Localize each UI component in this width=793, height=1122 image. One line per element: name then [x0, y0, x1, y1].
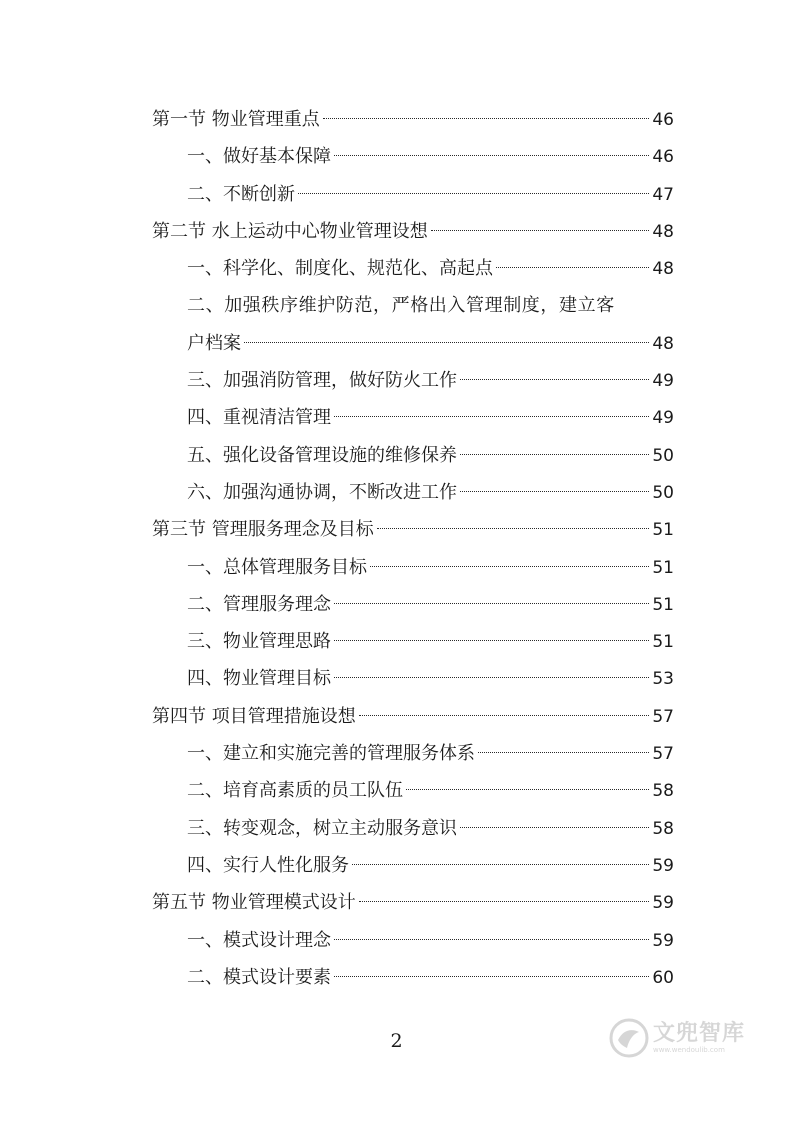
- dot-leader: [359, 715, 650, 716]
- dot-leader: [460, 379, 649, 380]
- dot-leader: [478, 752, 649, 753]
- toc-entry-label: 四、重视清洁管理: [187, 407, 331, 429]
- toc-entry-label: 二、不断创新: [187, 183, 295, 205]
- toc-page-number: 57: [652, 706, 674, 727]
- dot-leader: [460, 454, 649, 455]
- toc-entry-label: 六、加强沟通协调，不断改进工作: [187, 481, 457, 503]
- toc-entry-label: 一、科学化、制度化、规范化、高起点: [187, 258, 493, 280]
- table-of-contents: [152, 101, 674, 996]
- dot-leader: [334, 640, 649, 641]
- toc-item[interactable]: [152, 623, 674, 660]
- toc-page-number: 50: [652, 482, 674, 503]
- toc-section-5[interactable]: [152, 884, 674, 921]
- toc-page-number: 51: [652, 557, 674, 578]
- toc-page-number: 57: [652, 744, 674, 765]
- dot-leader: [334, 155, 649, 156]
- toc-item[interactable]: [152, 474, 674, 511]
- watermark-brand: 文兜智库: [652, 1020, 745, 1046]
- toc-page-number: 48: [652, 333, 674, 354]
- dot-leader: [406, 789, 649, 790]
- toc-section-1[interactable]: [152, 101, 674, 138]
- toc-entry-label-line2: 户档案: [187, 332, 241, 354]
- toc-entry-label: 二、模式设计要素: [187, 966, 331, 988]
- toc-item[interactable]: [152, 250, 674, 287]
- toc-entry-label: 第一节 物业管理重点: [152, 109, 320, 130]
- dot-leader: [298, 193, 649, 194]
- toc-entry-label: 三、加强消防管理，做好防火工作: [187, 370, 457, 392]
- dot-leader: [334, 976, 649, 977]
- toc-page-number: 58: [652, 818, 674, 839]
- toc-page-number: 51: [652, 594, 674, 615]
- dot-leader: [377, 528, 650, 529]
- toc-page-number: 46: [652, 110, 674, 130]
- toc-entry-label: 二、管理服务理念: [187, 593, 331, 615]
- toc-item[interactable]: [152, 922, 674, 959]
- toc-item[interactable]: [152, 549, 674, 586]
- toc-entry-label: 四、实行人性化服务: [187, 854, 349, 876]
- dot-leader: [323, 118, 650, 119]
- toc-item[interactable]: [152, 959, 674, 996]
- toc-item[interactable]: [152, 735, 674, 772]
- toc-entry-label: 第五节 物业管理模式设计: [152, 892, 356, 914]
- page-number: 2: [390, 1030, 403, 1052]
- toc-item[interactable]: [152, 586, 674, 623]
- toc-page-number: 49: [652, 371, 674, 392]
- toc-entry-label: 第三节 管理服务理念及目标: [152, 519, 374, 541]
- toc-section-4[interactable]: [152, 698, 674, 735]
- dot-leader: [334, 939, 649, 940]
- toc-item[interactable]: [152, 810, 674, 847]
- toc-page-number: 58: [652, 781, 674, 802]
- dot-leader: [352, 864, 649, 865]
- toc-entry-label: 二、培育高素质的员工队伍: [187, 780, 403, 802]
- toc-page-number: 48: [652, 259, 674, 280]
- toc-entry-label: 三、转变观念，树立主动服务意识: [187, 817, 457, 839]
- toc-page-number: 53: [652, 669, 674, 690]
- toc-item[interactable]: [152, 138, 674, 175]
- toc-item[interactable]: [152, 660, 674, 697]
- toc-page-number: 49: [652, 408, 674, 429]
- dot-leader: [334, 416, 649, 417]
- toc-page-number: 46: [652, 147, 674, 168]
- toc-item[interactable]: [152, 399, 674, 436]
- dot-leader: [496, 267, 649, 268]
- toc-page-number: 51: [652, 520, 674, 541]
- toc-entry-label: 一、总体管理服务目标: [187, 556, 367, 578]
- toc-page-number: 59: [652, 893, 674, 914]
- toc-entry-label: 第二节 水上运动中心物业管理设想: [152, 220, 428, 242]
- toc-page-number: 50: [652, 445, 674, 466]
- toc-page-number: 59: [652, 930, 674, 951]
- brand-logo-icon: [609, 1018, 649, 1058]
- dot-leader: [334, 603, 649, 604]
- dot-leader: [334, 677, 649, 678]
- watermark: [609, 1018, 745, 1058]
- toc-page-number: 51: [652, 632, 674, 653]
- toc-page-number: 60: [652, 967, 674, 988]
- dot-leader: [370, 566, 649, 567]
- toc-entry-label: 三、物业管理思路: [187, 631, 331, 653]
- dot-leader: [460, 491, 649, 492]
- watermark-url: www.wendoulib.com: [652, 1045, 725, 1054]
- toc-item[interactable]: [152, 176, 674, 213]
- toc-entry-label-line1: 二、加强秩序维护防范，严格出入管理制度，建立客: [187, 295, 615, 317]
- dot-leader: [460, 827, 649, 828]
- toc-item[interactable]: [152, 772, 674, 809]
- toc-entry-label: 四、物业管理目标: [187, 668, 331, 690]
- toc-page-number: 47: [652, 184, 674, 205]
- dot-leader: [431, 230, 650, 231]
- toc-page-number: 59: [652, 855, 674, 876]
- toc-item[interactable]: [152, 437, 674, 474]
- toc-item-wrapped[interactable]: [152, 287, 674, 362]
- toc-entry-label: 一、做好基本保障: [187, 146, 331, 168]
- toc-item[interactable]: [152, 847, 674, 884]
- toc-entry-label: 一、建立和实施完善的管理服务体系: [187, 743, 475, 765]
- toc-section-2[interactable]: [152, 213, 674, 250]
- toc-entry-label: 五、强化设备管理设施的维修保养: [187, 444, 457, 466]
- toc-item[interactable]: [152, 362, 674, 399]
- toc-section-3[interactable]: [152, 511, 674, 548]
- toc-page-number: 48: [652, 221, 674, 242]
- dot-leader: [244, 342, 649, 343]
- dot-leader: [359, 901, 650, 902]
- toc-entry-label: 一、模式设计理念: [187, 929, 331, 951]
- toc-entry-label: 第四节 项目管理措施设想: [152, 705, 356, 727]
